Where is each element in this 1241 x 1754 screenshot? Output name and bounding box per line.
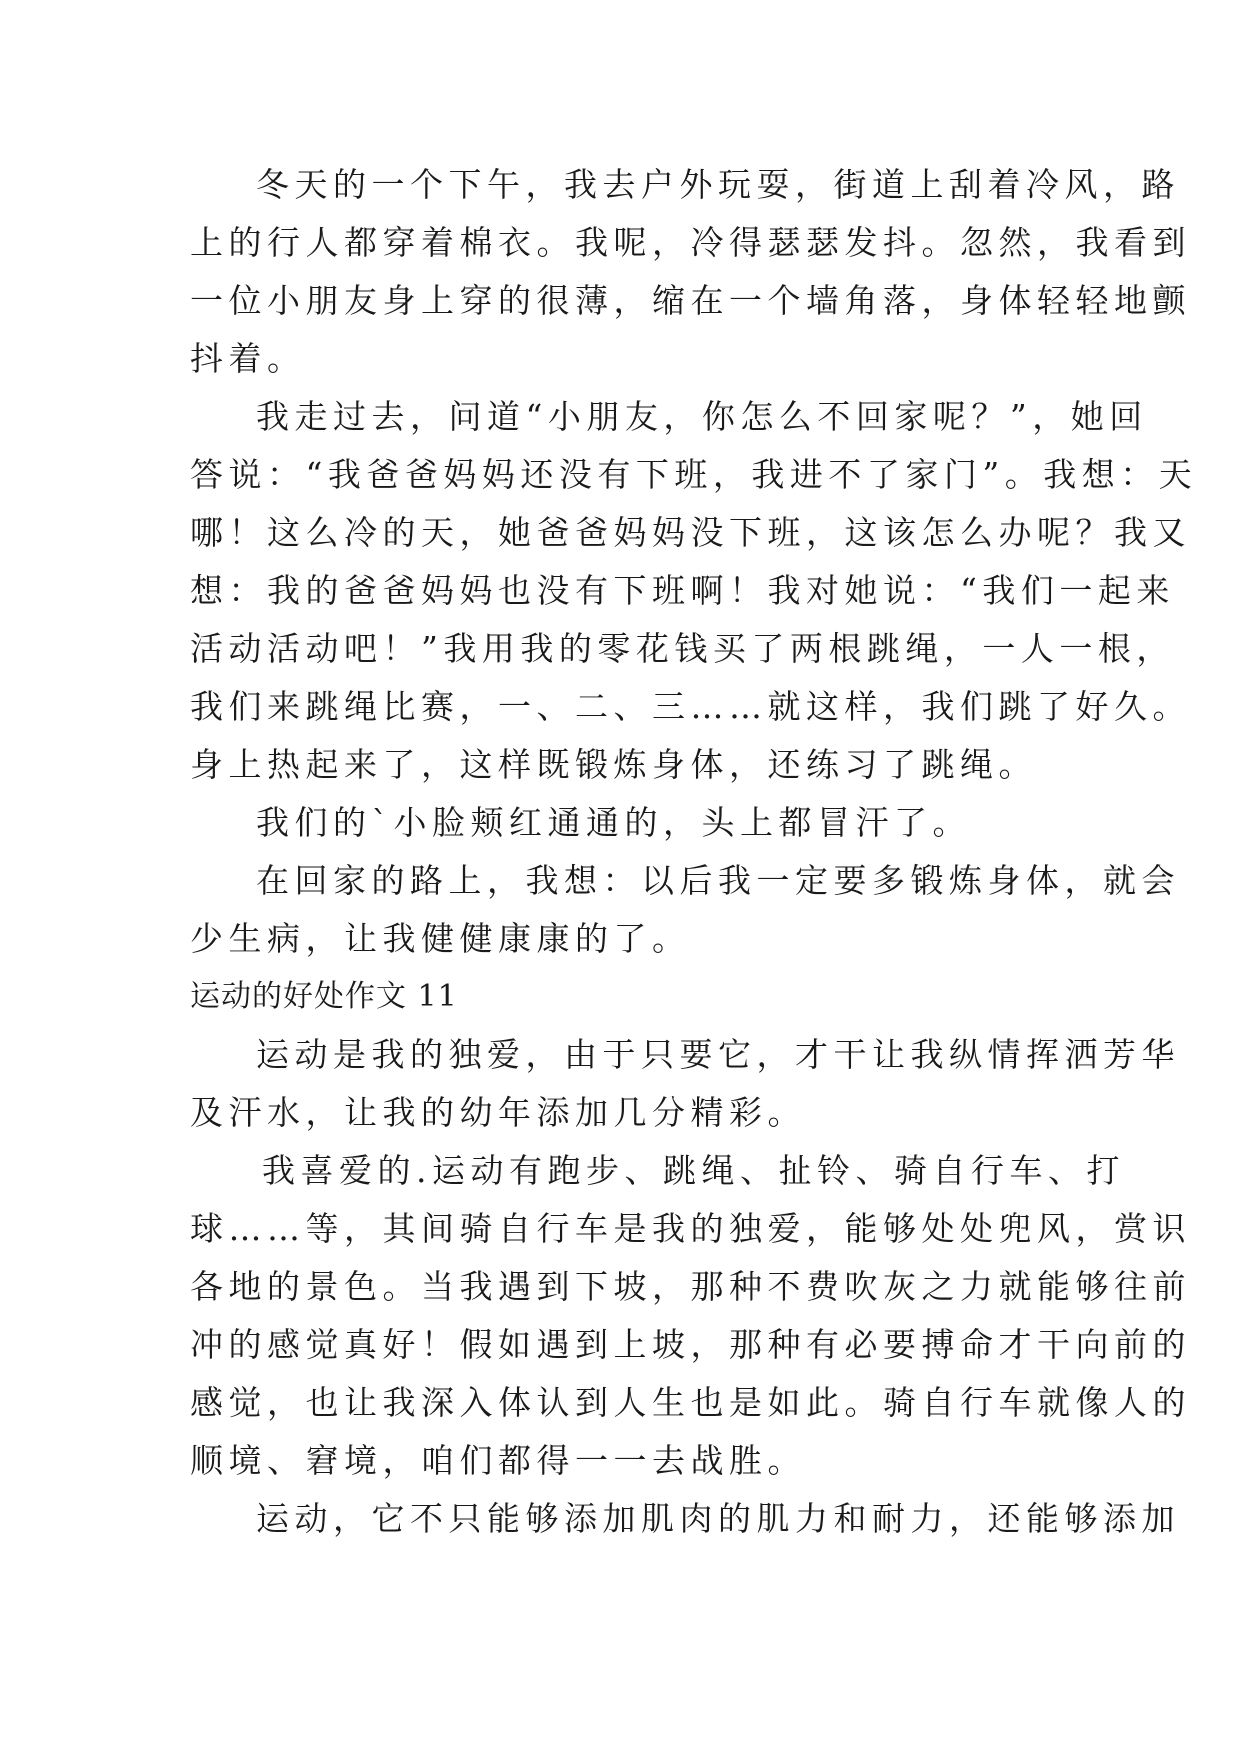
- paragraph-line: 球……等，其间骑自行车是我的独爱，能够处处兜风，赏识: [190, 1209, 1191, 1248]
- paragraph-line: 我喜爱的.运动有跑步、跳绳、扯铃、骑自行车、打: [262, 1151, 1125, 1190]
- paragraph-line: 顺境、窘境，咱们都得一一去战胜。: [190, 1441, 806, 1480]
- paragraph-line: 上的行人都穿着棉衣。我呢，冷得瑟瑟发抖。忽然，我看到: [190, 223, 1191, 262]
- paragraph-line: 我们的`小脸颊红通通的，头上都冒汗了。: [256, 803, 971, 842]
- paragraph-line: 我们来跳绳比赛，一、二、三……就这样，我们跳了好久。: [190, 687, 1191, 726]
- paragraph-line: 在回家的路上，我想：以后我一定要多锻炼身体，就会: [256, 861, 1180, 900]
- paragraph-line: 各地的景色。当我遇到下坡，那种不费吹灰之力就能够往前: [190, 1267, 1191, 1306]
- paragraph-line: 及汗水，让我的幼年添加几分精彩。: [190, 1093, 806, 1132]
- paragraph-line: 运动是我的独爱，由于只要它，才干让我纵情挥洒芳华: [256, 1035, 1180, 1074]
- paragraph-line: 身上热起来了，这样既锻炼身体，还练习了跳绳。: [190, 745, 1037, 784]
- paragraph-line: 哪！这么冷的天，她爸爸妈妈没下班，这该怎么办呢？我又: [190, 513, 1191, 552]
- paragraph-line: 冲的感觉真好！假如遇到上坡，那种有必要搏命才干向前的: [190, 1325, 1191, 1364]
- paragraph-line: 少生病，让我健健康康的了。: [190, 919, 691, 958]
- paragraph-line: 活动活动吧！”我用我的零花钱买了两根跳绳，一人一根，: [190, 629, 1175, 668]
- paragraph-line: 冬天的一个下午，我去户外玩耍，街道上刮着冷风，路: [256, 165, 1180, 204]
- paragraph-line: 答说：“我爸爸妈妈还没有下班，我进不了家门”。我想：天: [190, 455, 1198, 494]
- paragraph-line: 我走过去，问道“小朋友，你怎么不回家呢？”，她回: [256, 397, 1148, 436]
- paragraph-line: 运动，它不只能够添加肌肉的肌力和耐力，还能够添加: [256, 1499, 1180, 1538]
- paragraph-line: 想：我的爸爸妈妈也没有下班啊！我对她说：“我们一起来: [190, 571, 1175, 610]
- paragraph-line: 一位小朋友身上穿的很薄，缩在一个墙角落，身体轻轻地颤: [190, 281, 1191, 320]
- paragraph-line: 抖着。: [190, 339, 306, 378]
- paragraph-line: 感觉，也让我深入体认到人生也是如此。骑自行车就像人的: [190, 1383, 1191, 1422]
- section-heading: 运动的好处作文 11: [190, 979, 458, 1014]
